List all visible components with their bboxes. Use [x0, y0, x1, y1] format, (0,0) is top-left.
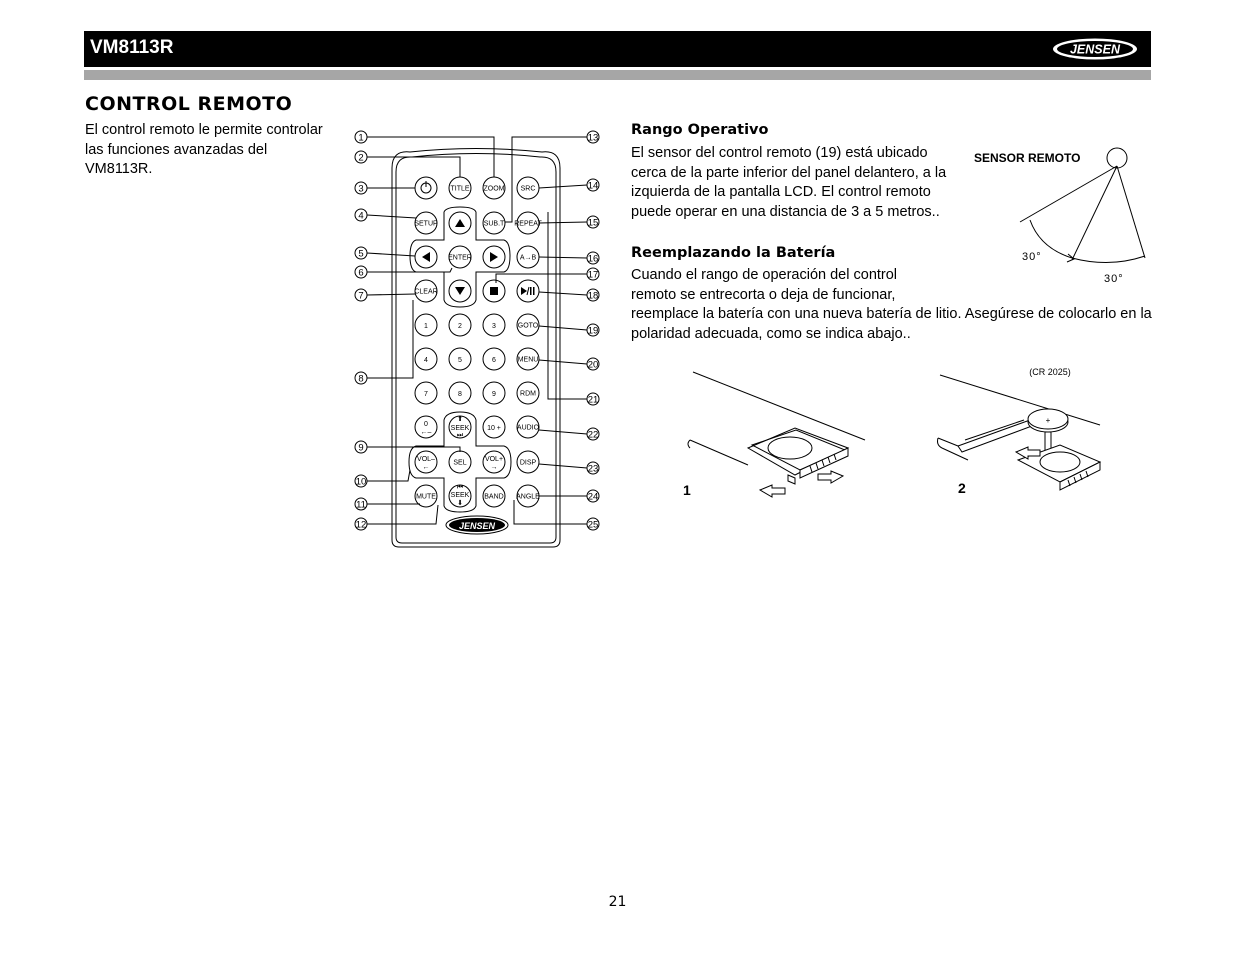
- battery-step-1: [683, 372, 865, 498]
- btn-seek-up: SEEK: [450, 425, 470, 432]
- battery-step-diagrams: [680, 360, 1120, 500]
- btn-enter: ENTER: [448, 254, 472, 262]
- step-2-label: 2: [958, 480, 966, 496]
- page-number: 21: [608, 894, 627, 910]
- battery-step-2: [938, 367, 1101, 496]
- model-title: VM8113R: [90, 37, 174, 58]
- btn-1: 1: [424, 323, 428, 330]
- btn-rdm: RDM: [520, 390, 536, 398]
- svg-text:→: →: [490, 464, 498, 471]
- callout-5: 5: [358, 248, 364, 260]
- btn-8: 8: [458, 391, 462, 398]
- callout-24: 24: [587, 491, 599, 503]
- btn-mute: MUTE: [416, 493, 436, 501]
- callout-7: 7: [358, 290, 364, 302]
- bateria-text-short: Cuando el rango de operación del control remoto se entrecorta o deja de funcionar,: [631, 267, 898, 303]
- sensor-range-diagram: [965, 140, 1155, 290]
- callout-4: 4: [358, 210, 364, 222]
- btn-2: 2: [458, 323, 462, 330]
- intro-text: El control remoto le permite controlar las funciones avanzadas del VM8113R.: [85, 122, 323, 177]
- callout-1: 1: [358, 132, 364, 144]
- btn-menu: MENU: [517, 356, 539, 364]
- btn-vol-plus: VOL+: [484, 456, 504, 463]
- svg-text:⬆: ⬆: [457, 416, 463, 423]
- btn-seek-down: SEEK: [450, 492, 470, 499]
- svg-text:+: +: [1045, 416, 1051, 425]
- callout-6: 6: [358, 267, 364, 279]
- callout-11: 11: [356, 499, 366, 511]
- callout-21: 21: [587, 394, 599, 406]
- right-callouts: [496, 131, 599, 531]
- svg-text:←: ←: [422, 464, 430, 471]
- callout-18: 18: [587, 290, 599, 302]
- btn-repeat: REPEAT: [514, 220, 542, 228]
- btn-angle: ANGLE: [516, 493, 540, 501]
- logo-text: JENSEN: [1069, 42, 1121, 57]
- remote-logo-text: JENSEN: [458, 521, 496, 531]
- page-header: [84, 31, 1151, 67]
- btn-7: 7: [424, 391, 428, 398]
- callout-2: 2: [358, 152, 364, 164]
- svg-text:⏭: ⏭: [456, 432, 464, 439]
- btn-4: 4: [424, 357, 428, 364]
- svg-text:⬇: ⬇: [457, 500, 463, 507]
- btn-10plus: 10 +: [487, 425, 501, 432]
- remote-control-diagram: [345, 125, 610, 555]
- header-divider: [84, 70, 1151, 80]
- btn-title: TITLE: [450, 185, 470, 193]
- angle-left: 30°: [1022, 251, 1042, 263]
- callout-12: 12: [355, 519, 367, 531]
- btn-0: 0: [424, 421, 428, 428]
- callout-8: 8: [358, 373, 364, 385]
- btn-vol-minus: VOL–: [417, 456, 435, 463]
- btn-setup: SETUP: [414, 220, 438, 228]
- battery-type-label: (CR 2025): [1029, 367, 1071, 377]
- btn-zoom: ZOOM: [483, 185, 505, 193]
- jensen-logo: [1051, 37, 1139, 61]
- callout-25: 25: [587, 519, 599, 531]
- sensor-label: SENSOR REMOTO: [974, 151, 1081, 165]
- bateria-text-full: reemplace la batería con una nueva batería de litio. Asegúrese de colocarlo en la polaridad adecuada, como se indica abajo..: [631, 306, 1152, 342]
- svg-text:⏮: ⏮: [456, 484, 464, 491]
- callout-23: 23: [587, 463, 599, 475]
- btn-3: 3: [492, 323, 496, 330]
- callout-17: 17: [587, 269, 599, 281]
- btn-6: 6: [492, 357, 496, 364]
- btn-ab: A→B: [519, 254, 537, 262]
- btn-goto: GOTO: [517, 322, 539, 330]
- btn-5: 5: [458, 357, 462, 364]
- svg-text:←–: ←–: [420, 429, 432, 436]
- btn-clear: CLEAR: [414, 288, 438, 296]
- callout-14: 14: [587, 180, 599, 192]
- callout-15: 15: [587, 217, 599, 229]
- callout-3: 3: [358, 183, 364, 195]
- btn-subt: SUB.T: [483, 220, 505, 228]
- angle-right: 30°: [1104, 273, 1124, 285]
- callout-13: 13: [587, 132, 599, 144]
- bateria-title: Reemplazando la Batería: [631, 245, 836, 261]
- rango-title: Rango Operativo: [631, 122, 769, 138]
- btn-band: BAND: [484, 493, 504, 501]
- callout-10: 10: [355, 476, 367, 488]
- btn-sel: SEL: [453, 459, 467, 467]
- callout-19: 19: [587, 325, 599, 337]
- btn-9: 9: [492, 391, 496, 398]
- rango-text: El sensor del control remoto (19) está ubicado cerca de la parte inferior del panel delantero, a la izquierda de la pantalla LCD. El control remoto puede operar en una distancia de 3 a 5 metros..: [631, 145, 947, 220]
- callout-16: 16: [587, 253, 599, 265]
- callout-9: 9: [358, 442, 364, 454]
- btn-audio: AUDIO: [516, 424, 540, 432]
- btn-src: SRC: [520, 185, 536, 193]
- section-title: CONTROL REMOTO: [85, 93, 293, 115]
- step-1-label: 1: [683, 482, 691, 498]
- btn-disp: DISP: [519, 459, 537, 467]
- callout-22: 22: [587, 429, 599, 441]
- callout-20: 20: [587, 359, 599, 371]
